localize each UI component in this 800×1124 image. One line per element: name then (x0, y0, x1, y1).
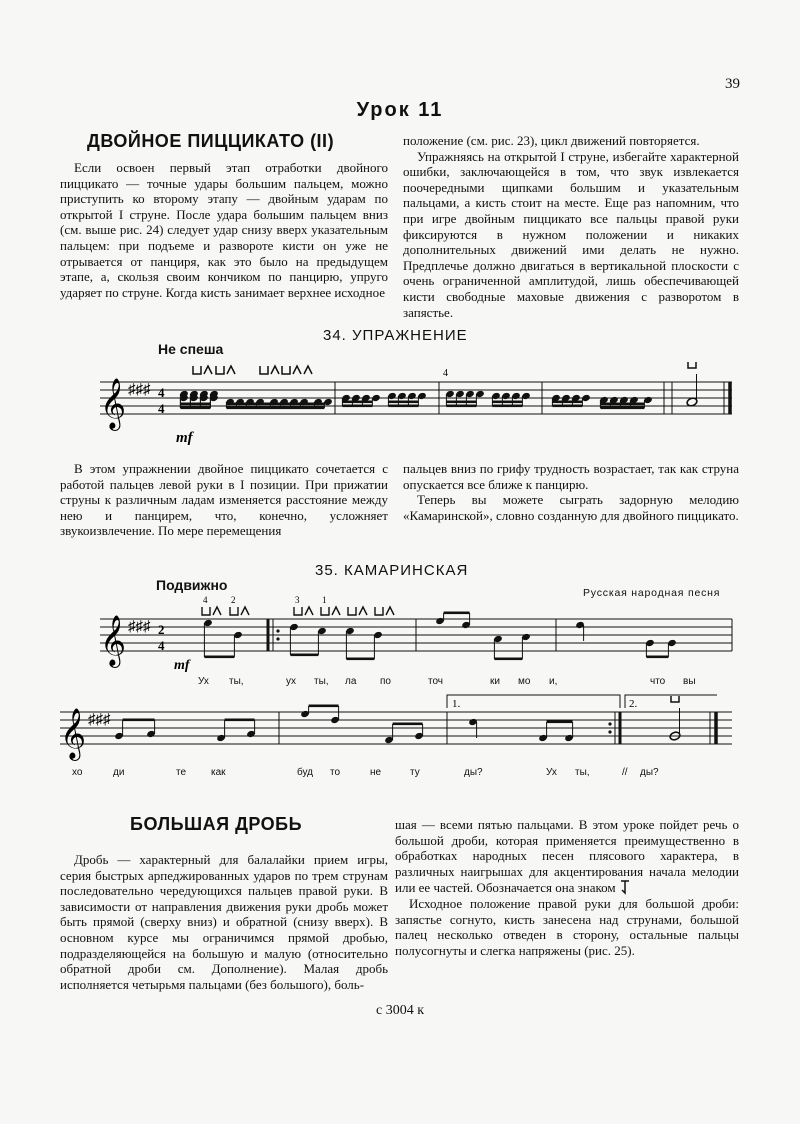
downstroke-icon (688, 362, 696, 368)
composer-credit: Русская народная песня (583, 587, 721, 599)
downstroke-icon (671, 696, 679, 702)
repeat-dot (608, 730, 611, 733)
section3-right-column (395, 817, 739, 958)
lyric: ты, (229, 676, 244, 687)
volta-2: 2. (629, 698, 638, 710)
note-group (491, 392, 531, 407)
key-signature-sharps: ♯♯♯ (128, 619, 151, 635)
repeat-dot (276, 629, 279, 632)
paragraph: пальцев вниз по грифу трудность возрастает, так как струна опускается все ближе к панцирю. (403, 461, 739, 492)
repeat-dot (608, 722, 611, 725)
lyric: ла (345, 676, 357, 687)
exercise-34-staff (90, 360, 740, 450)
lyric: то (330, 767, 341, 778)
lyric: хо (72, 767, 83, 778)
treble-clef-icon: 𝄞 (60, 709, 87, 758)
lyric: ки (490, 676, 500, 687)
fingering: 1 (322, 595, 327, 605)
section1-right-column (403, 133, 739, 320)
lyric: // (622, 767, 628, 778)
lyric: и, (549, 676, 558, 687)
fingering: 2 (231, 595, 236, 605)
dynamic-mf: mf (174, 658, 190, 673)
exercise-35-tempo: Подвижно (156, 577, 228, 593)
lyric: Ух (546, 767, 557, 778)
page-number: 39 (725, 76, 740, 92)
big-drob-symbol-icon (619, 879, 631, 895)
note-group (645, 639, 677, 658)
paragraph: Дробь — характерный для балалайки прием игры, серия быстрых арпеджированных ударов по трем струнам последовательно чередующихся пальцев правой руки. В зависимости от направления движения руки дробь может быть прямой (сверху вниз) и обратной (снизу вверх). В основном курсе мы ограничимся прямой дробью, подразделяющейся на большую и малую (относительно обратной дроби см. Дополнение). Малая дробь исполняется четырьмя пальцами (без большого), боль- (60, 852, 388, 992)
lyric: ту (410, 767, 420, 778)
paragraph: В этом упражнении двойное пиццикато сочетается с работой пальцев левой руки в I позиции. При прижатии струны к различным ладам изменяется расстояние между нею и панцирем, что, конечно, усложняет звукоизвлечение. По мере перемещения (60, 461, 388, 539)
lyric: точ (428, 676, 444, 687)
paragraph: Упражняясь на открытой I струне, избегайте характерной ошибки, заключающейся в том, что звук извлекается поочередными щипками большим и указательным пальцами, а кисть стоит на месте. Еще раз напомним, что при игре двойным пиццикато все пальцы правой руки фиксируются в нужном положении и никаких дополнительных движений ими делать не нужно. Предплечье должно двигаться в вертикальной плоскости с очень ограниченной амплитудой, лишь обеспечивающей кисти свободные маховые движения с разворотом в запястье. (403, 148, 739, 320)
paragraph: Если освоен первый этап отработки двойного пиццикато — точные удары большим пальцем, можно приступить ко второму этапу — двойным ударам по открытой I струне. После удара большим пальцем вниз (см. выше рис. 24) следует удар снизу вверх указательным пальцем: при подъеме и развороте кисти он уже не отрывается от панциря, как это было на предыдущем этапе, а, скользя своим кончиком по панцирю, упруго ударяет по струне. Когда кисть занимает верхнее исходное (60, 160, 388, 300)
key-signature-sharps: ♯♯♯ (128, 382, 151, 398)
note-group (114, 719, 156, 741)
time-sig-top: 4 (158, 385, 165, 400)
paragraph: Исходное положение правой руки для большой дроби: запястье согнуто, кисть занесена над струнами, большой палец несколько отведен в сторону, остальные пальцы полусогнуты и слегка напряжены (рис. 25). (395, 895, 739, 958)
fingering-4: 4 (443, 368, 448, 379)
time-sig-bottom: 4 (158, 401, 165, 416)
dynamic-mf: mf (176, 430, 193, 446)
lyric: не (370, 767, 382, 778)
note-group (538, 721, 574, 743)
lyric: буд (297, 767, 314, 778)
note-group (551, 394, 591, 407)
section-title-double-pizzicato: ДВОЙНОЕ ПИЦЦИКАТО (II) (87, 131, 335, 151)
lesson-title: Урок 11 (356, 99, 444, 121)
note-group (575, 621, 585, 641)
lyric: ды? (640, 767, 659, 778)
exercise-35-staff-2 (45, 690, 740, 770)
pizzicato-marks (193, 366, 312, 374)
time-sig-top: 2 (158, 622, 165, 637)
treble-clef-icon: 𝄞 (100, 379, 127, 428)
half-note (686, 362, 698, 407)
paragraph-text: шая — всеми пятью пальцами. В этом уроке пойдет речь о большой дроби, которая применяется преимущественно в обработках народных песен плясового характера, в различных наигрышах для акцентирования начала мелодии или ее частей. Обозначается она знаком (395, 817, 739, 896)
lyric: те (176, 767, 187, 778)
footer-code: с 3004 к (375, 1003, 424, 1018)
note-group (225, 398, 333, 409)
lyric: как (211, 767, 226, 778)
note-group (203, 619, 243, 658)
exercise-35-notes-2 (114, 705, 574, 745)
note-group (216, 719, 256, 743)
exercise-35-title: 35. КАМАРИНСКАЯ (315, 562, 469, 579)
fingering: 3 (295, 595, 300, 605)
lyric: что (650, 676, 666, 687)
volta-1: 1. (452, 698, 461, 710)
lyrics-line-1 (0, 676, 800, 690)
treble-clef-icon: 𝄞 (100, 616, 127, 665)
key-signature-sharps: ♯♯♯ (88, 712, 111, 728)
section2-right-column (403, 461, 739, 523)
note-group (300, 705, 340, 725)
exercise-34-notes (179, 366, 653, 409)
lyric: мо (518, 676, 531, 687)
pizzicato-marks (202, 607, 394, 615)
lyrics-line-2 (0, 767, 800, 781)
section2-left-column (60, 461, 388, 539)
exercise-34-title: 34. УПРАЖНЕНИЕ (323, 327, 468, 344)
lyric: ды? (464, 767, 483, 778)
lyric: вы (683, 676, 696, 687)
exercise-34-tempo: Не спеша (158, 341, 224, 357)
repeat-dot (276, 637, 279, 640)
paragraph: Теперь вы можете сыграть задорную мелодию «Камаринской», словно созданную для двойного пиццикато. (403, 492, 739, 523)
note-group (387, 392, 427, 407)
lyric: по (380, 676, 391, 687)
note-group (341, 394, 381, 407)
lyric: Ух (198, 676, 209, 687)
note-group (384, 723, 424, 745)
note-group (493, 633, 531, 660)
section-title-big-drob: БОЛЬШАЯ ДРОБЬ (130, 814, 303, 834)
paragraph: положение (см. рис. 23), цикл движений повторяется. (403, 133, 700, 148)
time-sig-bottom: 4 (158, 638, 165, 653)
lyric: ди (113, 767, 125, 778)
section3-left-column (60, 852, 388, 992)
fingering: 4 (203, 595, 208, 605)
lyric: ух (286, 676, 296, 687)
section1-left-column (60, 160, 388, 300)
paragraph (395, 817, 739, 896)
lyric: ты, (575, 767, 590, 778)
lyric: ты, (314, 676, 329, 687)
half-note (669, 696, 681, 741)
